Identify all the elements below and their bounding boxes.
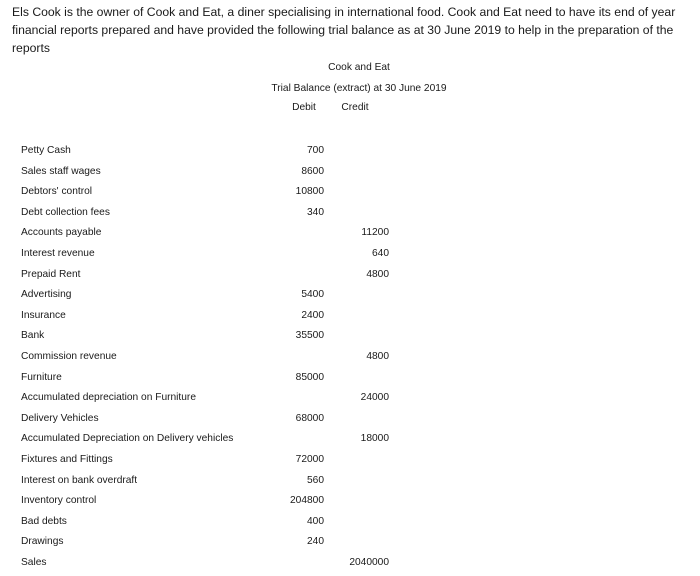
account-name: Commission revenue [21,350,117,362]
account-name: Interest revenue [21,247,95,259]
account-name: Insurance [21,309,66,321]
table-row [0,534,700,555]
credit-column-header: Credit [341,102,369,113]
table-row [0,431,700,452]
debit-amount: 340 [307,206,324,218]
account-name: Debtors' control [21,186,93,198]
table-row [0,184,700,205]
credit-amount: 2040000 [349,556,389,568]
debit-amount: 10800 [295,186,324,198]
account-name: Prepaid Rent [21,268,81,280]
table-row [0,493,700,514]
table-row [0,349,700,370]
table-row [0,370,700,391]
account-name: Bad debts [21,515,67,527]
trial-balance-title: Trial Balance (extract) at 30 June 2019 [271,83,447,94]
account-name: Accumulated Depreciation on Delivery vehicles [21,433,234,445]
credit-amount: 11200 [361,227,389,239]
account-name: Debt collection fees [21,206,110,218]
table-row [0,473,700,494]
account-name: Accounts payable [21,227,102,239]
credit-amount: 4800 [366,350,389,362]
table-row [0,205,700,226]
debit-amount: 240 [307,536,324,548]
debit-amount: 72000 [295,453,324,465]
table-row [0,514,700,535]
account-name: Fixtures and Fittings [21,453,113,465]
credit-amount: 18000 [360,433,389,445]
account-name: Delivery Vehicles [21,412,99,424]
credit-amount: 24000 [360,392,389,404]
credit-amount: 640 [372,247,389,259]
table-row [0,225,700,246]
debit-amount: 68000 [295,412,324,424]
table-row [0,308,700,329]
table-row [0,267,700,288]
account-name: Advertising [21,289,72,301]
table-row [0,164,700,185]
debit-amount: 700 [307,145,324,156]
debit-column-header: Debit [292,102,316,113]
trial-balance-table [0,143,700,575]
account-name: Furniture [21,371,62,383]
table-row [0,555,700,576]
intro-paragraph: Els Cook is the owner of Cook and Eat, a diner specialising in international food. Cook and Eat need to have its end of year financial reports prepared and have provided the following trial balance as at 30 June 2019 to help in the preparation of the reports [12,5,676,55]
credit-amount: 4800 [366,268,389,280]
account-name: Sales staff wages [21,165,101,177]
company-name: Cook and Eat [328,62,390,73]
account-name: Bank [21,330,45,342]
debit-amount: 8600 [301,165,324,177]
debit-amount: 400 [307,515,324,527]
table-row [0,390,700,411]
debit-amount: 2400 [301,309,324,321]
table-row [0,246,700,267]
account-name: Drawings [21,536,64,548]
debit-amount: 85000 [295,371,324,383]
table-row [0,411,700,432]
table-row [0,287,700,308]
debit-amount: 5400 [301,289,324,301]
account-name: Accumulated depreciation on Furniture [21,392,196,404]
account-name: Petty Cash [21,145,71,156]
debit-amount: 35500 [295,330,324,342]
debit-amount: 204800 [290,495,324,507]
table-row [0,143,700,164]
debit-amount: 560 [307,474,324,486]
account-name: Interest on bank overdraft [21,474,138,486]
account-name: Inventory control [21,495,97,507]
account-name: Sales [21,556,47,568]
table-row [0,452,700,473]
table-row [0,328,700,349]
